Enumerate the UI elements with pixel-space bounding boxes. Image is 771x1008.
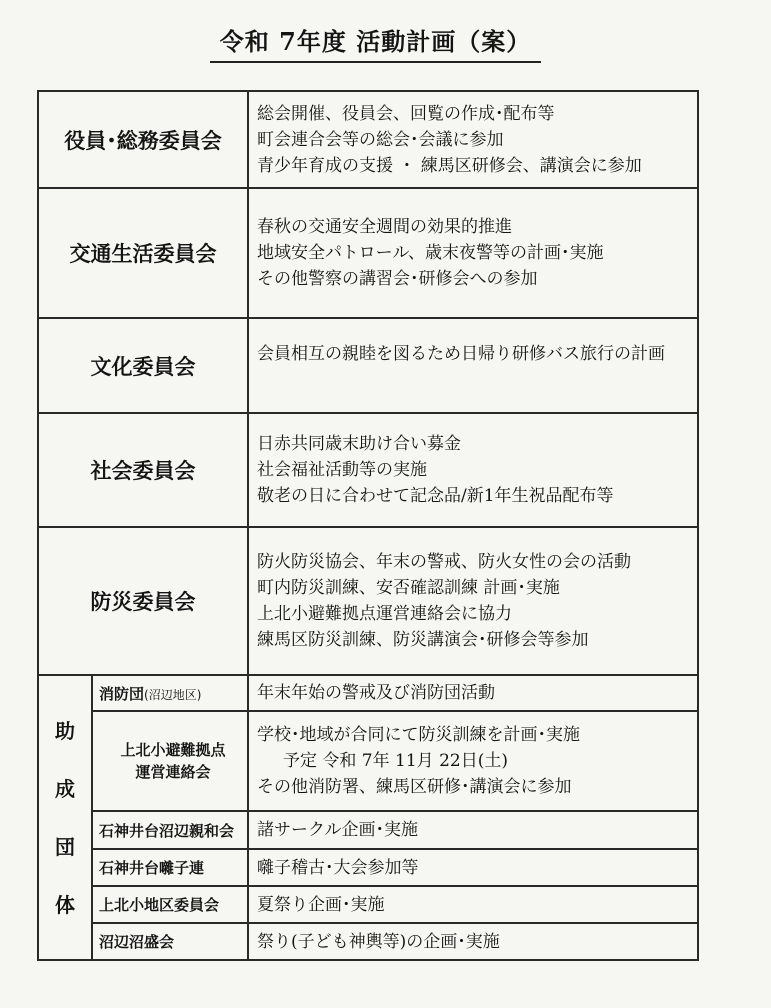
- table-row: [38, 711, 698, 811]
- table-row: [38, 318, 698, 413]
- committee-name: 防災委員会: [38, 527, 248, 675]
- committee-name: 役員･総務委員会: [38, 91, 248, 188]
- committee-activities: 防火防災協会、年末の警戒、防火女性の会の活動 町内防災訓練、安否確認訓練 計画･実施 上北小避難拠点運営連絡会に協力 練馬区防災訓練、防災講演会･研修会等参加: [248, 527, 698, 675]
- committee-activities: 春秋の交通安全週間の効果的推進 地域安全パトロール、歳末夜警等の計画･実施 その他警察の講習会･研修会への参加: [248, 188, 698, 318]
- table-row: [38, 413, 698, 527]
- table-row: [38, 675, 698, 711]
- page-title: 令和 7年度 活動計画（案）: [0, 22, 771, 63]
- support-group-activities: 夏祭り企画･実施: [248, 886, 698, 923]
- support-group-name: 上北小地区委員会: [92, 886, 248, 923]
- committee-activities: 総会開催、役員会、回覧の作成･配布等 町会連合会等の総会･会議に参加 青少年育成の支援 ・ 練馬区研修会、講演会に参加: [248, 91, 698, 188]
- table-row: [38, 923, 698, 960]
- support-group-name: 沼辺沼盛会: [92, 923, 248, 960]
- table-row: [38, 849, 698, 886]
- table-row: [38, 188, 698, 318]
- committee-name: 文化委員会: [38, 318, 248, 413]
- support-group-activities: 囃子稽古･大会参加等: [248, 849, 698, 886]
- committee-activities: 日赤共同歳末助け合い募金 社会福祉活動等の実施 敬老の日に合わせて記念品/新1年生祝品配布等: [248, 413, 698, 527]
- committee-activities: 会員相互の親睦を図るため日帰り研修バス旅行の計画: [248, 318, 698, 413]
- table-row: [38, 91, 698, 188]
- committee-name: 交通生活委員会: [38, 188, 248, 318]
- table-row: [38, 886, 698, 923]
- table-row: [38, 811, 698, 849]
- support-groups-label: 助 成 団 体: [38, 675, 92, 960]
- support-group-activities: 諸サークル企画･実施: [248, 811, 698, 849]
- support-group-name: 石神井台沼辺親和会: [92, 811, 248, 849]
- support-group-activities: 年末年始の警戒及び消防団活動: [248, 675, 698, 711]
- support-group-name: 石神井台囃子連: [92, 849, 248, 886]
- committee-name: 社会委員会: [38, 413, 248, 527]
- activity-plan-table: [37, 90, 699, 961]
- support-group-activities: 祭り(子ども神輿等)の企画･実施: [248, 923, 698, 960]
- support-group-name: 上北小避難拠点 運営連絡会: [92, 711, 248, 811]
- support-group-name: 消防団(沼辺地区): [92, 675, 248, 711]
- table-row: [38, 527, 698, 675]
- support-group-activities: 学校･地域が合同にて防災訓練を計画･実施 予定 令和 7年 11月 22日(土) その他消防署、練馬区研修･講演会に参加: [248, 711, 698, 811]
